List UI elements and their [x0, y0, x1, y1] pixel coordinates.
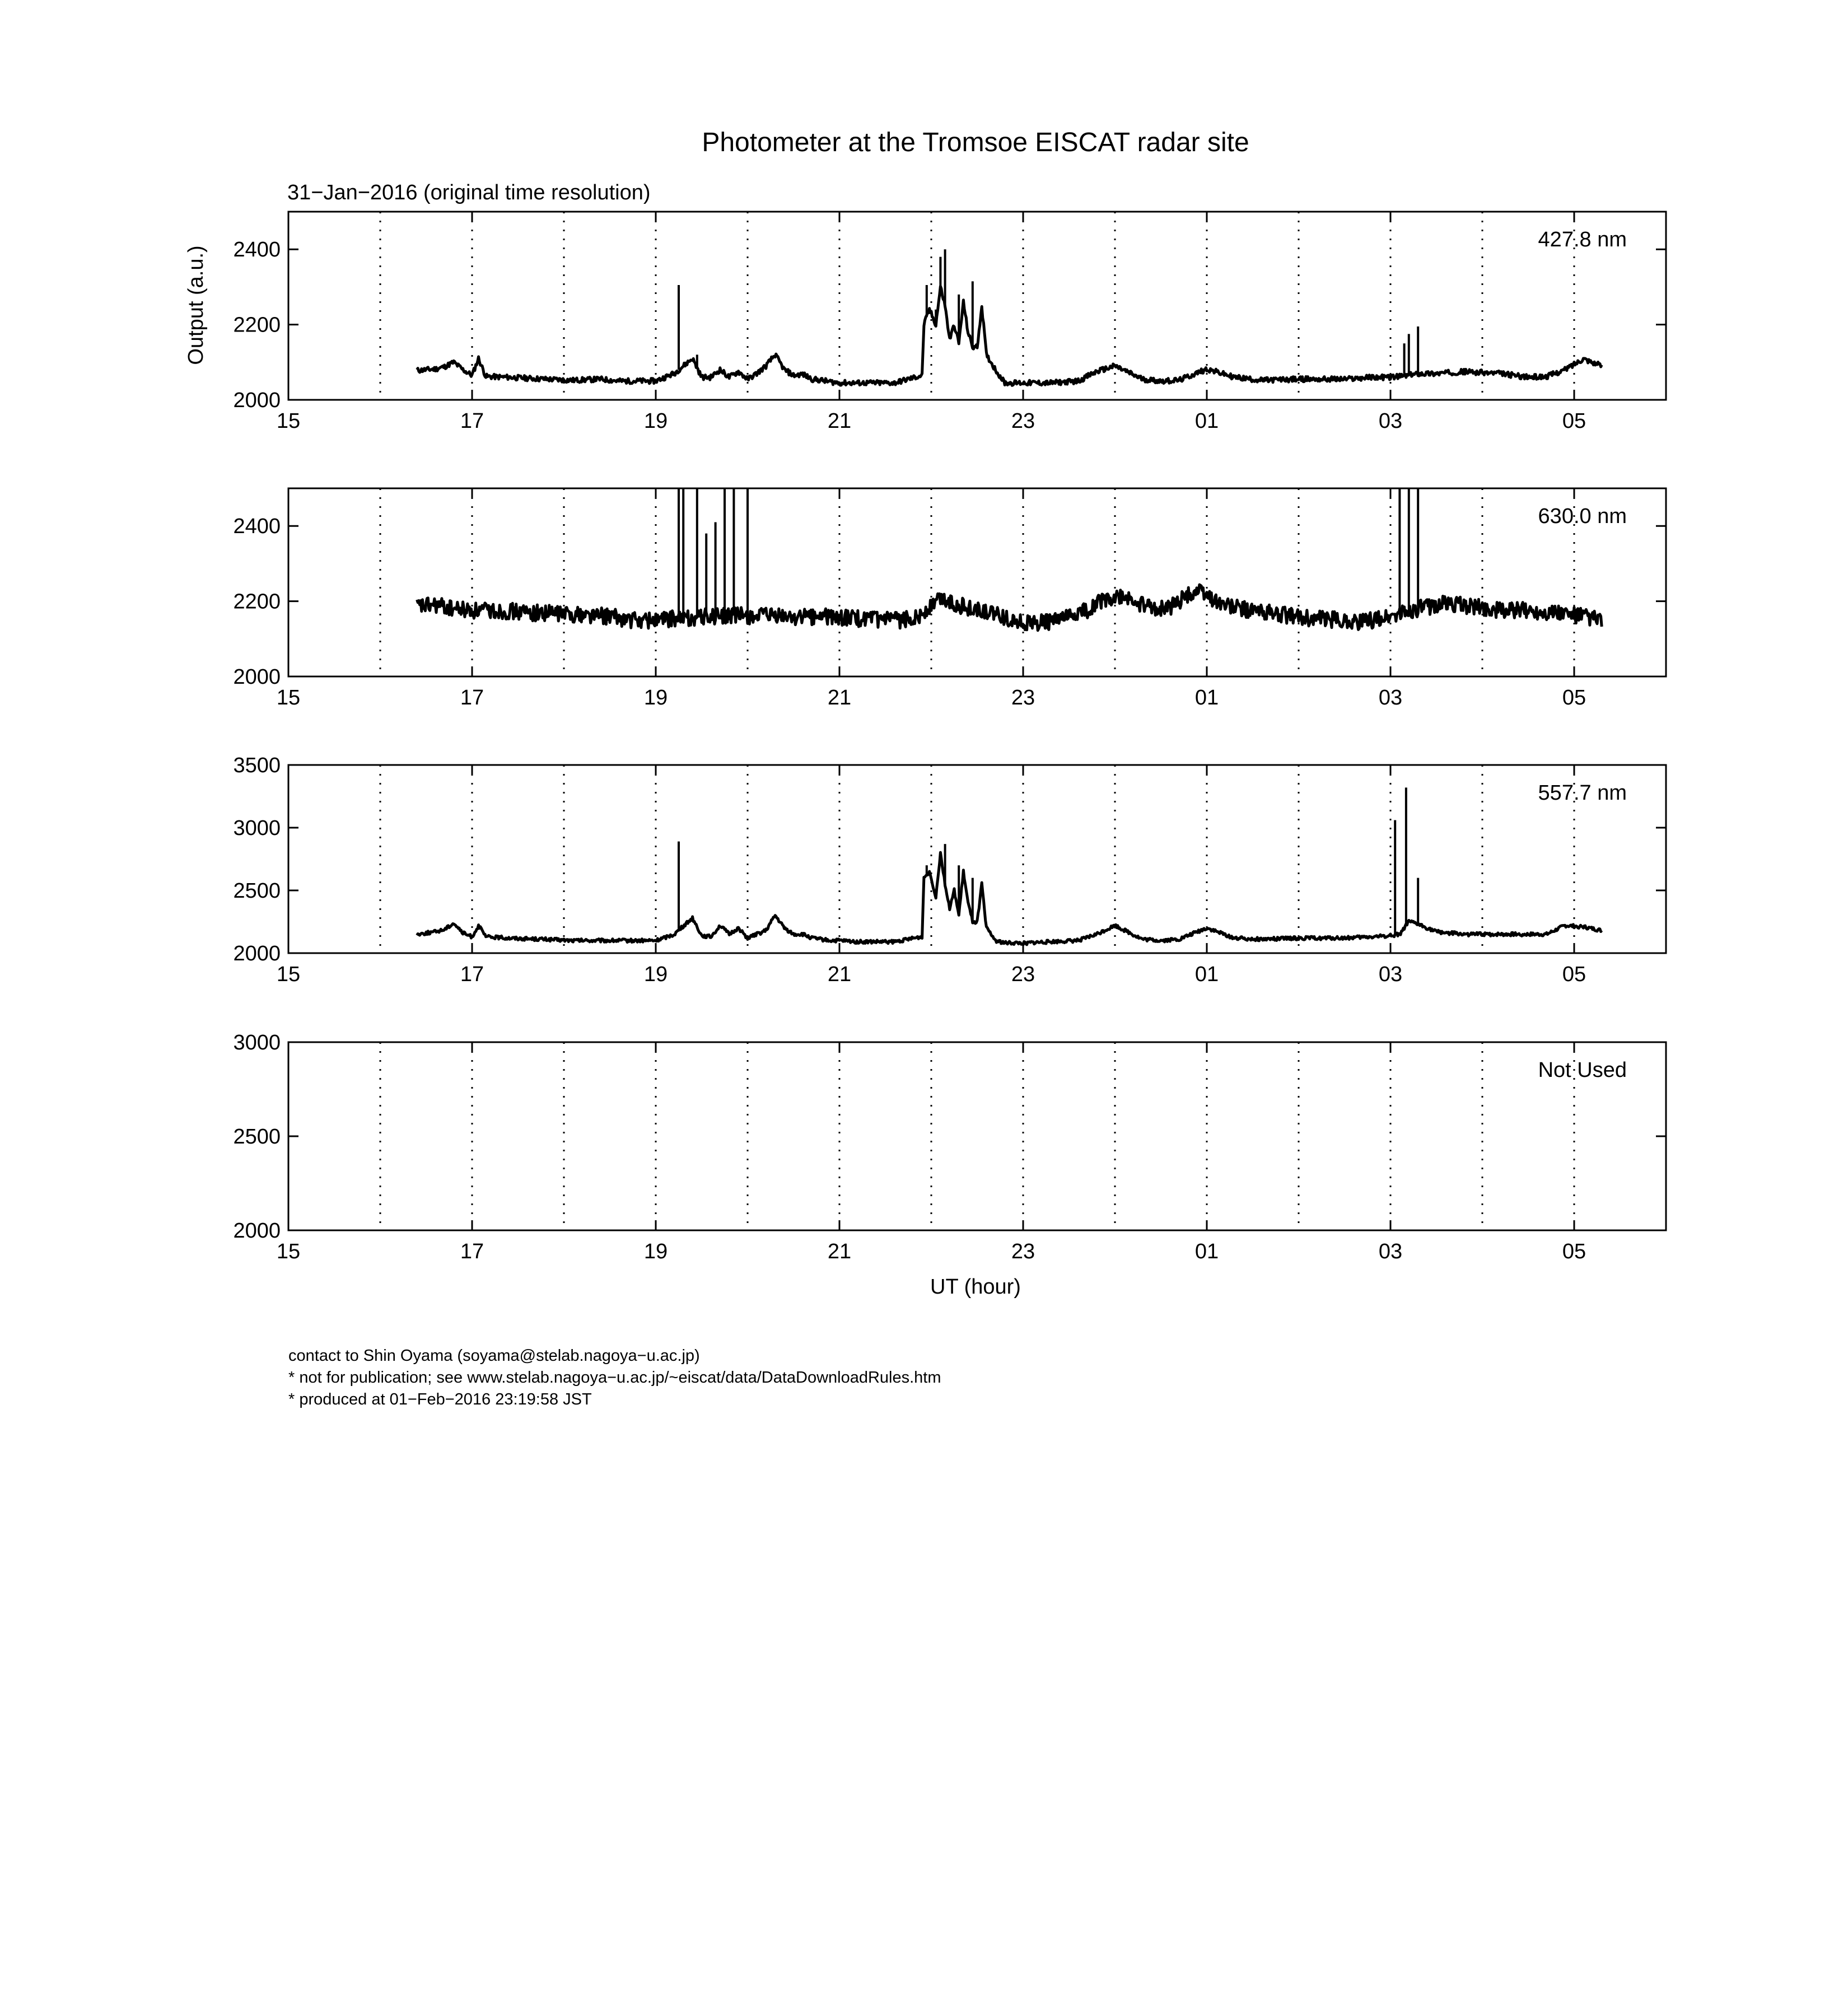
- x-tick-label: 03: [1378, 409, 1403, 433]
- x-tick-label: 15: [276, 1240, 301, 1263]
- y-tick-label: 2000: [233, 942, 281, 965]
- x-tick-label: 17: [460, 409, 484, 433]
- x-tick-label: 19: [643, 1240, 668, 1263]
- x-tick-label: 23: [1011, 963, 1035, 986]
- x-tick-label: 17: [460, 963, 484, 986]
- y-tick-label: 2400: [233, 238, 281, 262]
- series-line: [417, 852, 1602, 945]
- footer-produced-note: * produced at 01−Feb−2016 23:19:58 JST: [288, 1390, 592, 1408]
- footer-publication-note: * not for publication; see www.stelab.nagoya−u.ac.jp/~eiscat/data/DataDownloadRules.htm: [288, 1369, 941, 1387]
- chart-title: Photometer at the Tromsoe EISCAT radar site: [702, 128, 1249, 157]
- y-tick-label: 3000: [233, 1031, 281, 1054]
- panel-label: 557.7 nm: [1538, 781, 1627, 805]
- x-tick-label: 05: [1562, 409, 1586, 433]
- x-tick-label: 17: [460, 686, 484, 710]
- x-tick-label: 01: [1194, 409, 1219, 433]
- x-tick-label: 17: [460, 1240, 484, 1263]
- x-tick-label: 15: [276, 963, 301, 986]
- footer-contact: contact to Shin Oyama (soyama@stelab.nagoya−u.ac.jp): [288, 1347, 700, 1365]
- y-tick-label: 3000: [233, 816, 281, 840]
- x-tick-label: 19: [643, 963, 668, 986]
- footer-notes: [288, 1345, 941, 1411]
- x-tick-label: 21: [827, 1240, 852, 1263]
- y-tick-label: 2000: [233, 665, 281, 689]
- x-tick-label: 05: [1562, 686, 1586, 710]
- x-tick-label: 21: [827, 963, 852, 986]
- x-tick-label: 15: [276, 686, 301, 710]
- series-line: [417, 286, 1602, 385]
- y-tick-label: 3500: [233, 754, 281, 777]
- x-tick-label: 23: [1011, 1240, 1035, 1263]
- y-tick-label: 2200: [233, 313, 281, 337]
- x-tick-label: 01: [1194, 1240, 1219, 1263]
- x-tick-label: 23: [1011, 686, 1035, 710]
- axes-frame: [288, 1042, 1666, 1230]
- panel-1: [233, 488, 1666, 710]
- y-tick-label: 2000: [233, 389, 281, 412]
- x-axis-label: UT (hour): [930, 1275, 1021, 1299]
- panel-0: [233, 212, 1666, 433]
- x-tick-label: 03: [1378, 686, 1403, 710]
- x-tick-label: 19: [643, 686, 668, 710]
- x-tick-label: 01: [1194, 686, 1219, 710]
- x-tick-label: 23: [1011, 409, 1035, 433]
- x-tick-label: 03: [1378, 963, 1403, 986]
- x-tick-label: 01: [1194, 963, 1219, 986]
- x-tick-label: 05: [1562, 1240, 1586, 1263]
- panel-label: 427.8 nm: [1538, 228, 1627, 251]
- x-tick-label: 21: [827, 409, 852, 433]
- axes-frame: [288, 488, 1666, 676]
- x-tick-label: 15: [276, 409, 301, 433]
- series-line: [417, 585, 1602, 631]
- y-tick-label: 2000: [233, 1219, 281, 1243]
- y-axis-label: Output (a.u.): [184, 245, 208, 365]
- x-tick-label: 19: [643, 409, 668, 433]
- chart-subtitle: 31−Jan−2016 (original time resolution): [287, 181, 651, 204]
- y-tick-label: 2500: [233, 879, 281, 903]
- axes-frame: [288, 765, 1666, 953]
- x-tick-label: 03: [1378, 1240, 1403, 1263]
- x-tick-label: 05: [1562, 963, 1586, 986]
- y-tick-label: 2500: [233, 1125, 281, 1149]
- panel-label: 630.0 nm: [1538, 505, 1627, 528]
- y-tick-label: 2400: [233, 515, 281, 539]
- x-tick-label: 21: [827, 686, 852, 710]
- y-tick-label: 2200: [233, 590, 281, 614]
- panel-3: [233, 1031, 1666, 1263]
- panels-group: [233, 212, 1666, 1263]
- panel-2: [233, 754, 1666, 986]
- panel-label: Not Used: [1538, 1058, 1627, 1082]
